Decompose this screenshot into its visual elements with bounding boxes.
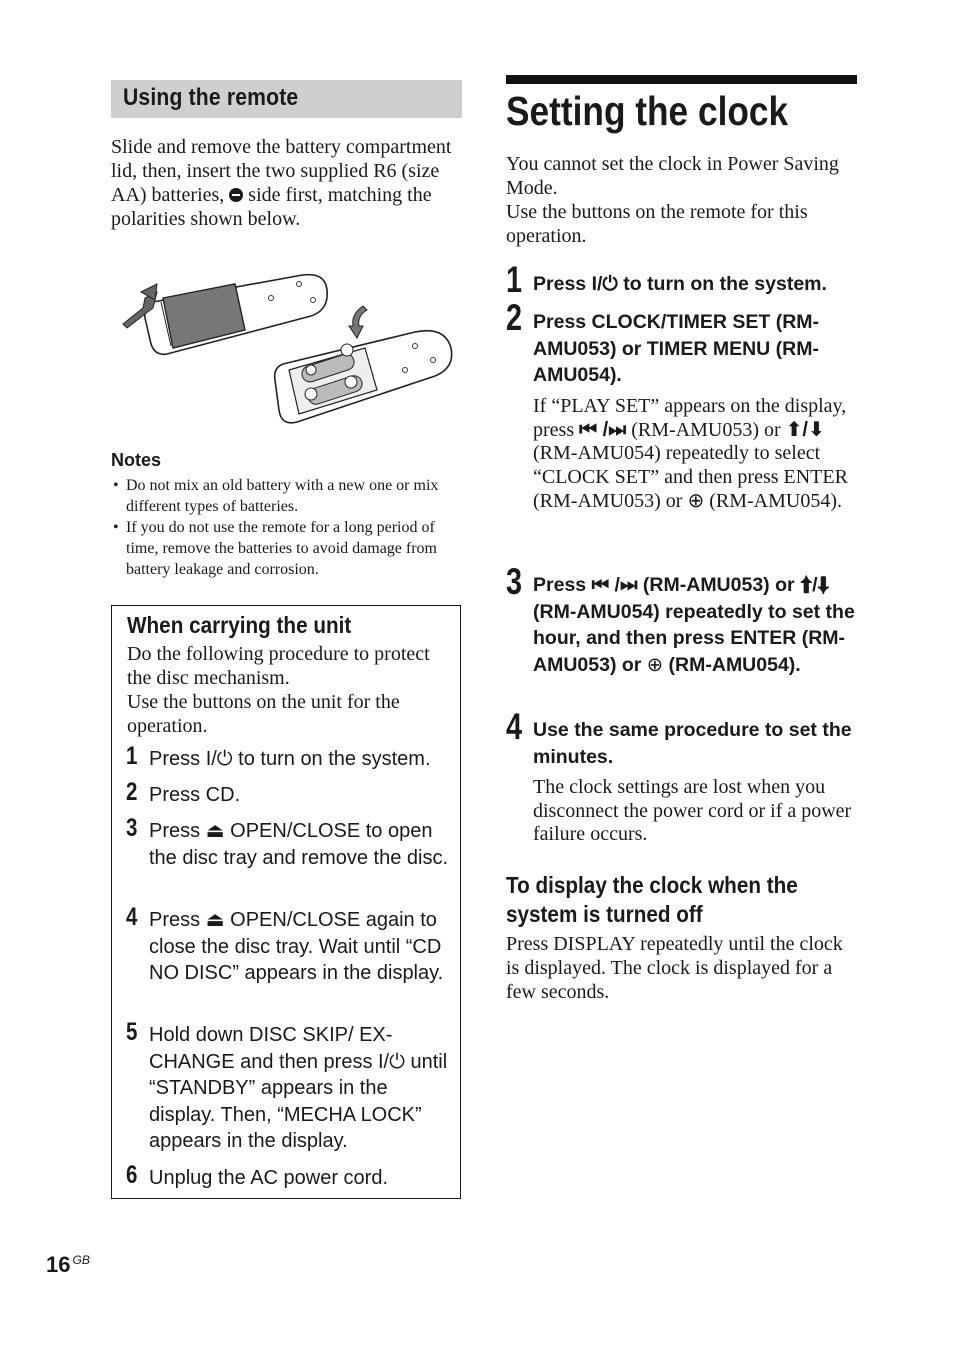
- carry-intro-line: Use the buttons on the unit for the operation.: [127, 691, 400, 737]
- carry-intro: [127, 642, 452, 738]
- remote-battery-insertion-illustration: [115, 262, 465, 432]
- carry-step: 2 Press CD.: [126, 778, 241, 806]
- clock-intro-line: You cannot set the clock in Power Saving Mode.: [506, 153, 839, 199]
- clock-intro-line: Use the buttons on the remote for this operation.: [506, 201, 808, 247]
- step-number: 2: [126, 778, 138, 806]
- clock-intro: [506, 152, 858, 248]
- carry-step: 4 Press ⏏ OPEN/CLOSE again to close the disc tray. Wait until “CD NO DISC” appears in the display.: [126, 903, 444, 984]
- section-title: Using the remote: [123, 84, 299, 111]
- step-number: 4: [126, 903, 138, 931]
- intro-text-1: Slide and remove the battery compartment lid, then, insert the two supplied R6 (size AA) batteries,: [111, 136, 452, 206]
- note-item: • If you do not use the remote for a long period of time, remove the batteries to avoid damage from battery leakage and corrosion.: [111, 517, 463, 580]
- carry-step: 6 Unplug the AC power cord.: [126, 1161, 389, 1189]
- subsection-heading: To display the clock when the system is turned off: [506, 872, 798, 927]
- carry-intro-line: Do the following procedure to protect the disc mechanism.: [127, 643, 430, 689]
- step-detail: The clock settings are lost when you disconnect the power cord or if a power failure occurs.: [533, 776, 852, 846]
- carry-title: When carrying the unit: [127, 612, 352, 638]
- step-number: 6: [126, 1161, 138, 1189]
- prev-next-icon: ⏮ /⏭: [591, 574, 638, 596]
- up-down-arrow-icon: ⬆/⬇: [800, 574, 830, 596]
- step-number: 4: [506, 706, 523, 747]
- step-number: 3: [506, 561, 523, 602]
- intro-text-2: side first, matching the polarities shown below.: [111, 184, 432, 230]
- step-number: 2: [506, 297, 523, 338]
- step-instruction: Press CLOCK/TIMER SET (RM-AMU053) or TIMER MENU (RM-AMU054).: [533, 311, 820, 386]
- step-number: 5: [126, 1018, 138, 1046]
- power-icon: I/⏻: [591, 273, 618, 295]
- up-down-arrow-icon: ⬆/⬇: [785, 418, 825, 441]
- carry-step: 5 Hold down DISC SKIP/ EX-CHANGE and then press I/⏻ until “STANDBY” appears in the display. Then, “MECHA LOCK” appears in the display.: [126, 1018, 448, 1152]
- minus-circle-icon: [229, 188, 243, 202]
- enter-dial-icon: ⊕: [646, 653, 664, 676]
- subsection-body: Press DISPLAY repeatedly until the clock is displayed. The clock is displayed for a few seconds.: [506, 933, 843, 1003]
- notes-heading: Notes: [111, 450, 162, 470]
- power-icon: I/⏻: [378, 1050, 405, 1073]
- prev-next-icon: ⏮ /⏭: [579, 418, 627, 441]
- note-item: • Do not mix an old battery with a new one or mix different types of batteries.: [111, 475, 463, 517]
- step-instruction: Press ⏮ /⏭ (RM-AMU053) or ⬆/⬇ (RM-AMU054) repeatedly to set the hour, and then press ENTER (RM-AMU053) or ⊕ (RM-AMU054).: [533, 574, 855, 676]
- title-rule: [506, 75, 857, 84]
- notes-list: [111, 475, 463, 580]
- carry-step: 1 Press I/⏻ to turn on the system.: [126, 742, 431, 770]
- page-number: 16 $^{GB}$: [46, 1252, 90, 1277]
- step-instruction: Use the same procedure to set the minutes.: [533, 719, 852, 768]
- eject-icon: ⏏: [205, 820, 225, 842]
- enter-dial-icon: ⊕: [687, 489, 705, 512]
- battery-instructions: [111, 135, 461, 231]
- step-number: 1: [126, 742, 138, 770]
- step-number: 3: [126, 814, 138, 842]
- power-icon: I/⏻: [205, 748, 233, 770]
- step-detail: If “PLAY SET” appears on the display, press ⏮ /⏭ (RM-AMU053) or ⬆/⬇ (RM-AMU054) repeatedly to select “CLOCK SET” and then press ENTER (RM-AMU053) or ⊕ (RM-AMU054).: [533, 395, 848, 512]
- carry-step: 3 Press ⏏ OPEN/CLOSE to open the disc tray and remove the disc.: [126, 814, 449, 869]
- step-number: 1: [506, 259, 523, 300]
- page-suffix: GB: [72, 1253, 90, 1267]
- section-header-bar: [111, 80, 462, 118]
- eject-icon: ⏏: [205, 909, 225, 931]
- carrying-unit-box: [111, 605, 461, 1199]
- step-instruction: Press I/⏻ to turn on the system.: [533, 273, 827, 295]
- page-title: Setting the clock: [506, 88, 789, 134]
